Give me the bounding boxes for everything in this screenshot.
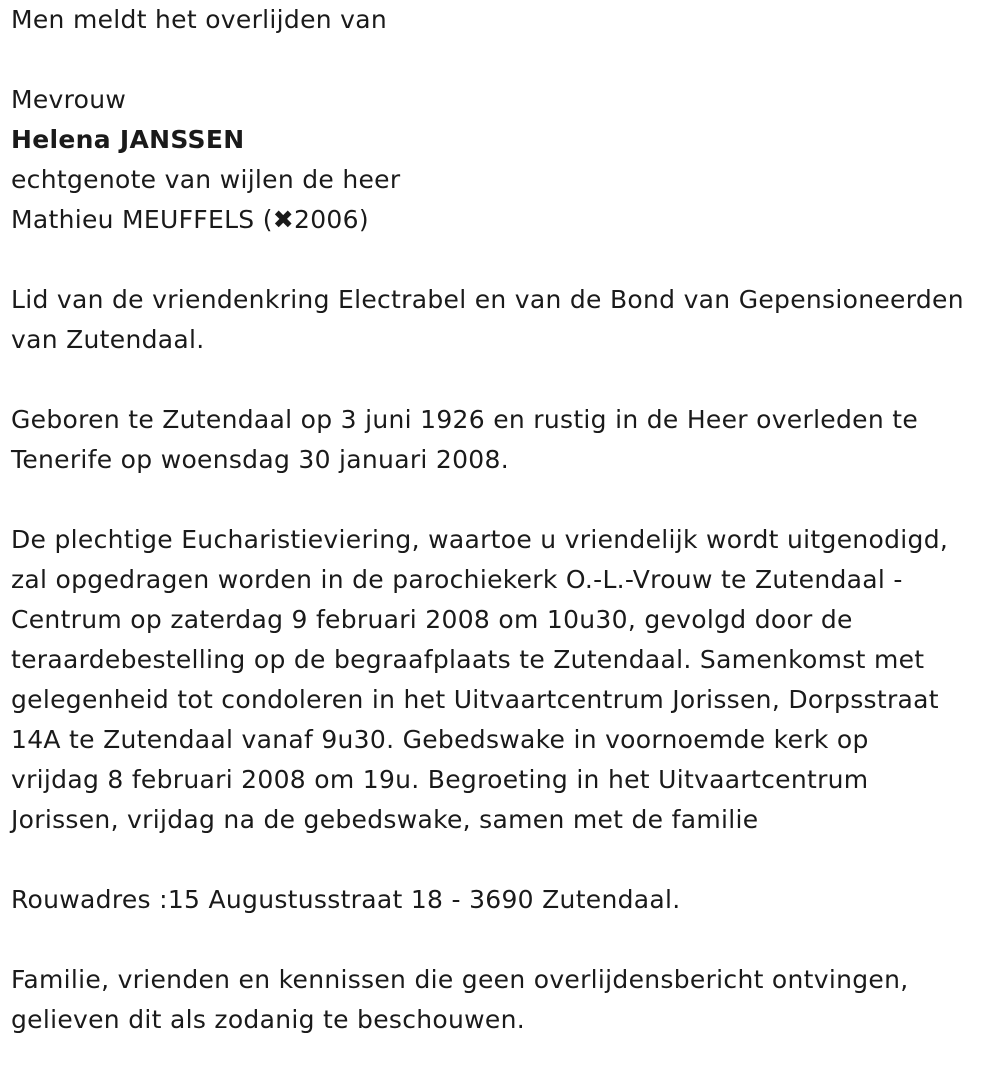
paragraph-line: Familie, vrienden en kennissen die geen overlijdensbericht ontvingen, bbox=[11, 965, 909, 994]
paragraph-line: 14A te Zutendaal vanaf 9u30. Gebedswake in voornoemde kerk op bbox=[11, 725, 869, 754]
paragraph-line: gelieven dit als zodanig te beschouwen. bbox=[11, 1005, 525, 1034]
spacer bbox=[11, 920, 996, 960]
birth-death-paragraph bbox=[11, 400, 996, 480]
membership-paragraph bbox=[11, 280, 996, 360]
paragraph-line: zal opgedragen worden in de parochiekerk O.-L.-Vrouw te Zutendaal - bbox=[11, 565, 903, 594]
paragraph-line: Tenerife op woensdag 30 januari 2008. bbox=[11, 445, 509, 474]
obituary-document bbox=[11, 0, 996, 1040]
spacer bbox=[11, 480, 996, 520]
paragraph-line: Centrum op zaterdag 9 februari 2008 om 10u30, gevolgd door de bbox=[11, 605, 853, 634]
spacer bbox=[11, 240, 996, 280]
deceased-name: Helena JANSSEN bbox=[11, 125, 245, 154]
paragraph-line: Geboren te Zutendaal op 3 juni 1926 en rustig in de Heer overleden te bbox=[11, 405, 919, 434]
paragraph-line: Jorissen, vrijdag na de gebedswake, samen met de familie bbox=[11, 805, 759, 834]
spacer bbox=[11, 360, 996, 400]
paragraph-line: De plechtige Eucharistieviering, waartoe u vriendelijk wordt uitgenodigd, bbox=[11, 525, 949, 554]
spouse-line: Mathieu MEUFFELS (✖2006) bbox=[11, 205, 369, 234]
paragraph-line: teraardebestelling op de begraafplaats te Zutendaal. Samenkomst met bbox=[11, 645, 925, 674]
paragraph-line: Lid van de vriendenkring Electrabel en van de Bond van Gepensioneerden bbox=[11, 285, 964, 314]
spacer bbox=[11, 840, 996, 880]
salutation: Mevrouw bbox=[11, 85, 127, 114]
ceremony-paragraph bbox=[11, 520, 996, 840]
paragraph-line: vrijdag 8 februari 2008 om 19u. Begroeting in het Uitvaartcentrum bbox=[11, 765, 869, 794]
relation-line: echtgenote van wijlen de heer bbox=[11, 165, 401, 194]
paragraph-line: gelegenheid tot condoleren in het Uitvaartcentrum Jorissen, Dorpsstraat bbox=[11, 685, 939, 714]
paragraph-line: van Zutendaal. bbox=[11, 325, 205, 354]
intro-text: Men meldt het overlijden van bbox=[11, 5, 388, 34]
spacer bbox=[11, 40, 996, 80]
mourning-address: Rouwadres :15 Augustusstraat 18 - 3690 Zutendaal. bbox=[11, 885, 681, 914]
closing-paragraph bbox=[11, 960, 996, 1040]
